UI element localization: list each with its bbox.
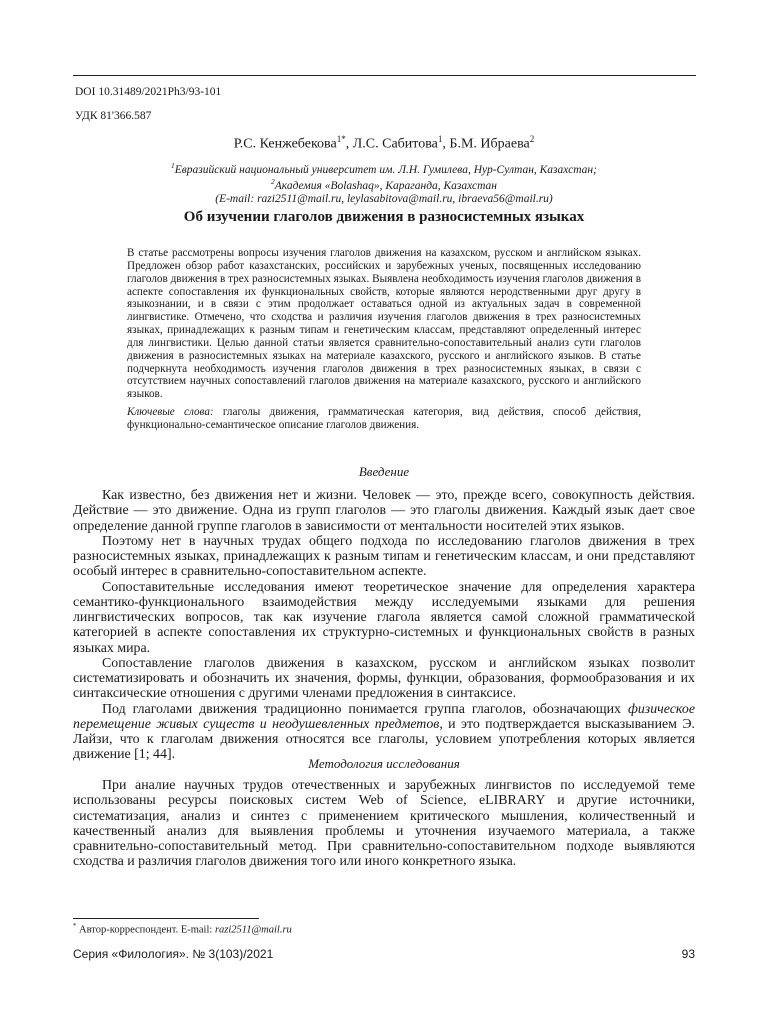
author-2-mark: 1 [437,134,443,144]
footnote: * Автор-корреспондент. E-mail: razi2511@mail.ru [73,923,292,936]
keywords [127,406,641,432]
intro-paragraph-4: Сопоставление глаголов движения в казахском, русском и английском языках позволит систематизировать и обозначить их значения, формы, функции, образования, формообразования и их синтаксические отношения с другими членами предложения в синтаксисе. [73,655,695,702]
author-emails: (E-mail: razi2511@mail.ru, leylasabitova@mail.ru, ibraeva56@mail.ru) [215,192,553,205]
affiliation-2: $^2$Академия «Bolashaq», Караганда, Казахстан [271,177,497,193]
intro-section [73,488,695,763]
abstract: В статье рассмотрены вопросы изучения глаголов движения на казахском, русском и английском языках. Предложен обзор работ казахстанских, российских и зарубежных ученых, посвященных исследованию глаголов движения в трех разносистемных языках. Выявлена необходимость изучения глаголов движения в аспекте сопоставления их функциональных свойств, которые являются неродственными друг другу в языкознании, и в связи с этим продолжает оставаться одной из актуальных задач в современной лингвистике. Отмечено, что сходства и различия изучения глаголов движения в трех разносистемных языках, принадлежащих к разным типам и генетическим классам, представляют определенный интерес для лингвистики. Целью данной статьи является сравнительно-сопоставительный анализ сути глаголов движения в разносистемных языках на материале казахского, русского и английского языков. В статье подчеркнута необходимость изучения глаголов движения в трех разносистемных языках, в связи с отсутствием научных сопоставлений глаголов движения на материале казахского, русского и английского языков. [127,247,641,401]
methodology-section [73,778,695,870]
footnote-rule [73,918,259,919]
italic-phrase: физическое перемещение живых существ и неодушевленных предметов, [73,701,695,732]
author-3: Б.М. Ибраева [449,136,530,152]
keywords-text: глаголы движения, грамматическая категория, вид действия, способ действия, функционально-семантическое описание глаголов движения. [127,406,641,431]
affiliations [0,160,768,205]
section-heading-methodology: Методология исследования [308,756,460,771]
affiliation-1: $^1$Евразийский национальный университет им. Л.Н. Гумилева, Нур-Султан, Казахстан; [171,161,597,176]
author-2: Л.С. Сабитова [352,136,438,152]
author-1: Р.С. Кенжебекова [233,136,337,152]
intro-paragraph-1: Как известно, без движения нет и жизни. Человек — это, прежде всего, совокупность действия. Действие — это движение. Одна из групп глаголов — это глаголы движения. Каждый язык дает свое определение данной группе глаголов в зависимости от ментальности носителей этих языков. [73,488,695,534]
header-rule [73,75,696,76]
intro-paragraph-3: Сопоставительные исследования имеют теоретическое значение для определения характера семантико-функционального взаимодействия между исследуемыми языками для решения лингвистических вопросов, так как изучение глагола является самой сложной грамматической категорией в аспекте сопоставления их структурно-системных и функциональных свойств в разных языках мира. [73,579,695,656]
journal-series: Серия «Филология». № 3(103)/2021 [73,947,274,961]
section-heading-intro: Введение [358,464,410,479]
methodology-paragraph-1: При аналие научных трудов отечественных и зарубежных лингвистов по исследуемой теме использованы ресурсы поисковых систем Web of Science, eLIBRARY и другие источники, систематизация, анализ и синтез с применением критического мышления, количественный и качественный анализ для выявления проблемы и уточнения изучаемого материала, а также сравнительно-сопоставительный метод. При сравнительно-сопоставительном подходе выявляются сходства и различия глаголов движения того или иного конкретного языка. [73,778,695,870]
keywords-label: Ключевые слова: [127,406,214,418]
author-1-mark: 1* [336,134,346,144]
author-3-mark: 2 [529,134,535,144]
article-title: Об изучении глаголов движения в разносистемных языках [183,209,585,225]
footnote-email: razi2511@mail.ru [214,924,292,936]
page-number: 93 [681,947,695,961]
intro-paragraph-2: Поэтому нет в научных трудах общего подхода по исследованию глаголов движения в трех разносистемных языках, принадлежащих к разным типам и генетическим классам, и они представляют особый интерес в сравнительно-сопоставительном аспекте. [73,533,695,580]
authors: Р.С. Кенжебекова$^{1*}$, Л.С. Сабитова$^1$, Б.М. Ибраева$^2$ [233,134,535,152]
udk-code: УДК 81'366.587 [75,110,152,122]
intro-paragraph-5: Под глаголами движения традиционно понимается группа глаголов, обозначающих физическое перемещение живых существ и неодушевленных предметов, и это подтверждается высказыванием Э. Лайзи, что к глаголам движения относятся все глаголы, условием употребления которых является движение [1; 44]. [73,701,695,763]
doi: DOI 10.31489/2021Ph3/93-101 [75,86,222,98]
